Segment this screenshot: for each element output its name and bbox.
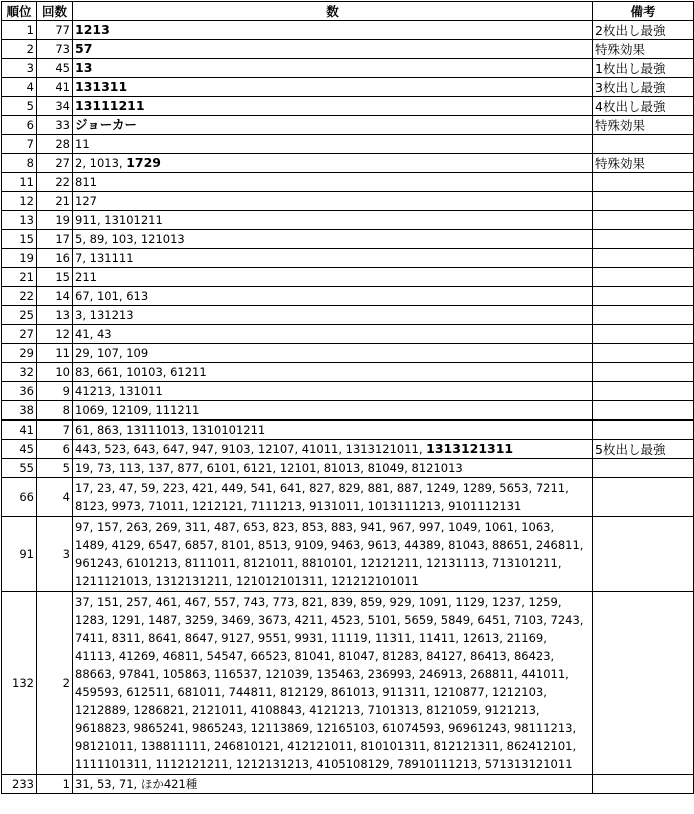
- table-row: [2, 40, 694, 59]
- numbers-text: 1069, 12109, 111211: [75, 403, 200, 417]
- note-cell: [593, 230, 694, 249]
- table-row: [2, 154, 694, 173]
- rank-cell: 36: [2, 382, 37, 401]
- count-cell: 41: [37, 78, 73, 97]
- table-row: [2, 78, 694, 97]
- numbers-cell: [73, 363, 593, 382]
- numbers-cell: [73, 21, 593, 40]
- rank-cell: 22: [2, 287, 37, 306]
- note-cell: [593, 192, 694, 211]
- numbers-cell: [73, 420, 593, 440]
- numbers-cell: [73, 78, 593, 97]
- table-row: [2, 230, 694, 249]
- count-cell: 1: [37, 775, 73, 794]
- note-cell: 5枚出し最強: [593, 440, 694, 459]
- numbers-text: 67, 101, 613: [75, 289, 149, 303]
- highlighted-number: 1313121311: [426, 441, 514, 456]
- numbers-cell: [73, 97, 593, 116]
- note-cell: [593, 173, 694, 192]
- numbers-text: 97, 157, 263, 269, 311, 487, 653, 823, 853, 883, 941, 967, 997, 1049, 1061, 1063, 1489, 4129, 6547, 6857, 8101, 8513, 9109, 9463, 9613, 44389, 81043, 88651, 246811, 961243, 6101213, 8111011, 8121011, 8810101, 12121211, 12131113, 713101211, 1211121013, 1312131211, 121012101311, 121212101011: [75, 520, 584, 588]
- table-row: [2, 459, 694, 478]
- table-row: [2, 97, 694, 116]
- count-cell: 22: [37, 173, 73, 192]
- numbers-cell: [73, 382, 593, 401]
- header-numbers: 数: [73, 2, 593, 21]
- numbers-cell: [73, 344, 593, 363]
- count-cell: 3: [37, 517, 73, 592]
- table-row: [2, 592, 694, 775]
- rank-cell: 6: [2, 116, 37, 135]
- rank-cell: 38: [2, 401, 37, 421]
- rank-cell: 1: [2, 21, 37, 40]
- table-row: [2, 344, 694, 363]
- note-cell: 特殊効果: [593, 40, 694, 59]
- table-row: [2, 211, 694, 230]
- count-cell: 9: [37, 382, 73, 401]
- rank-cell: 29: [2, 344, 37, 363]
- note-cell: [593, 592, 694, 775]
- numbers-cell: [73, 401, 593, 421]
- table-row: [2, 440, 694, 459]
- count-cell: 15: [37, 268, 73, 287]
- rank-cell: 66: [2, 478, 37, 517]
- count-cell: 16: [37, 249, 73, 268]
- note-cell: [593, 459, 694, 478]
- numbers-text: 2, 1013,: [75, 156, 127, 170]
- rank-cell: 4: [2, 78, 37, 97]
- rank-cell: 13: [2, 211, 37, 230]
- rank-cell: 91: [2, 517, 37, 592]
- highlighted-number: 1213: [75, 22, 110, 37]
- numbers-text: 41213, 131011: [75, 384, 163, 398]
- highlighted-number: 13: [75, 60, 93, 75]
- numbers-cell: [73, 459, 593, 478]
- table-row: [2, 116, 694, 135]
- note-cell: [593, 306, 694, 325]
- numbers-cell: [73, 135, 593, 154]
- numbers-cell: [73, 287, 593, 306]
- rank-cell: 19: [2, 249, 37, 268]
- table-row: [2, 382, 694, 401]
- note-cell: [593, 363, 694, 382]
- numbers-cell: [73, 440, 593, 459]
- numbers-text: 5, 89, 103, 121013: [75, 232, 185, 246]
- count-cell: 6: [37, 440, 73, 459]
- count-cell: 5: [37, 459, 73, 478]
- rank-cell: 21: [2, 268, 37, 287]
- note-cell: [593, 249, 694, 268]
- numbers-text: 443, 523, 643, 647, 947, 9103, 12107, 41011, 1313121011,: [75, 442, 427, 456]
- frequency-table: [1, 1, 694, 794]
- numbers-text: 61, 863, 13111013, 1310101211: [75, 423, 266, 437]
- numbers-cell: [73, 116, 593, 135]
- numbers-text: 31, 53, 71, ほか421種: [75, 777, 198, 791]
- count-cell: 28: [37, 135, 73, 154]
- rank-cell: 233: [2, 775, 37, 794]
- numbers-cell: [73, 775, 593, 794]
- rank-cell: 12: [2, 192, 37, 211]
- note-cell: [593, 517, 694, 592]
- numbers-cell: [73, 592, 593, 775]
- table-row: [2, 21, 694, 40]
- numbers-text: 19, 73, 113, 137, 877, 6101, 6121, 12101, 81013, 81049, 8121013: [75, 461, 463, 475]
- note-cell: [593, 775, 694, 794]
- numbers-text: 41, 43: [75, 327, 112, 341]
- count-cell: 13: [37, 306, 73, 325]
- note-cell: 2枚出し最強: [593, 21, 694, 40]
- numbers-text: 211: [75, 270, 97, 284]
- table-row: [2, 192, 694, 211]
- rank-cell: 15: [2, 230, 37, 249]
- note-cell: [593, 420, 694, 440]
- highlighted-number: 131311: [75, 79, 128, 94]
- header-rank: 順位: [2, 2, 37, 21]
- numbers-cell: [73, 154, 593, 173]
- table-row: [2, 401, 694, 421]
- numbers-cell: [73, 173, 593, 192]
- numbers-text: 17, 23, 47, 59, 223, 421, 449, 541, 641, 827, 829, 881, 887, 1249, 1289, 5653, 7211, 8123, 9973, 71011, 1212121, 7111213, 9131011, 1013111213, 9101112131: [75, 481, 569, 513]
- rank-cell: 41: [2, 420, 37, 440]
- count-cell: 11: [37, 344, 73, 363]
- rank-cell: 8: [2, 154, 37, 173]
- count-cell: 17: [37, 230, 73, 249]
- count-cell: 33: [37, 116, 73, 135]
- numbers-text: 911, 13101211: [75, 213, 163, 227]
- count-cell: 8: [37, 401, 73, 421]
- highlighted-number: 13111211: [75, 98, 145, 113]
- numbers-cell: [73, 306, 593, 325]
- note-cell: [593, 478, 694, 517]
- numbers-text: 7, 131111: [75, 251, 134, 265]
- count-cell: 19: [37, 211, 73, 230]
- numbers-text: 11: [75, 137, 90, 151]
- rank-cell: 45: [2, 440, 37, 459]
- count-cell: 4: [37, 478, 73, 517]
- numbers-text: 127: [75, 194, 97, 208]
- note-cell: 特殊効果: [593, 154, 694, 173]
- note-cell: 3枚出し最強: [593, 78, 694, 97]
- rank-cell: 25: [2, 306, 37, 325]
- count-cell: 34: [37, 97, 73, 116]
- rank-cell: 5: [2, 97, 37, 116]
- rank-cell: 7: [2, 135, 37, 154]
- table-row: [2, 363, 694, 382]
- note-cell: [593, 268, 694, 287]
- numbers-text: 37, 151, 257, 461, 467, 557, 743, 773, 821, 839, 859, 929, 1091, 1129, 1237, 1259, 1283, 1291, 1487, 3259, 3469, 3673, 4211, 4523, 5101, 5659, 5849, 6451, 7103, 7243, 7411, 8311, 8641, 8647, 9127, 9551, 9931, 11119, 11311, 11411, 12613, 21169, 41113, 41269, 46811, 54547, 66523, 81041, 81047, 81283, 84127, 86413, 86423, 88663, 97841, 105863, 116537, 121039, 135463, 236993, 246913, 268811, 441011, 459593, 612511, 681011, 744811, 812129, 861013, 911311, 1210877, 1212103, 1212889, 1286821, 2121011, 4108843, 4121213, 7101313, 8121059, 9121213, 9618823, 9865241, 9865243, 12113869, 12165103, 61074593, 96961243, 98111213, 98121011, 138811111, 246810121, 412121011, 810101311, 812121311, 862412101, 1111101311, 1112121211, 1212131213, 4105108129, 78910111213, 571313121011: [75, 595, 584, 771]
- highlighted-number: 57: [75, 41, 93, 56]
- count-cell: 21: [37, 192, 73, 211]
- numbers-text: 811: [75, 175, 97, 189]
- numbers-cell: [73, 249, 593, 268]
- rank-cell: 132: [2, 592, 37, 775]
- header-notes: 備考: [593, 2, 694, 21]
- rank-cell: 2: [2, 40, 37, 59]
- numbers-text: 29, 107, 109: [75, 346, 149, 360]
- numbers-cell: [73, 59, 593, 78]
- note-cell: [593, 401, 694, 421]
- note-cell: [593, 344, 694, 363]
- table-row: [2, 517, 694, 592]
- count-cell: 77: [37, 21, 73, 40]
- table-row: [2, 268, 694, 287]
- numbers-cell: [73, 268, 593, 287]
- table-row: [2, 325, 694, 344]
- rank-cell: 11: [2, 173, 37, 192]
- note-cell: [593, 325, 694, 344]
- rank-cell: 3: [2, 59, 37, 78]
- numbers-text: 83, 661, 10103, 61211: [75, 365, 207, 379]
- header-count: 回数: [37, 2, 73, 21]
- note-cell: [593, 382, 694, 401]
- count-cell: 2: [37, 592, 73, 775]
- rank-cell: 55: [2, 459, 37, 478]
- count-cell: 73: [37, 40, 73, 59]
- table-row: [2, 173, 694, 192]
- numbers-cell: [73, 192, 593, 211]
- table-row: [2, 249, 694, 268]
- note-cell: [593, 135, 694, 154]
- numbers-cell: [73, 230, 593, 249]
- numbers-cell: [73, 40, 593, 59]
- table-row: [2, 287, 694, 306]
- numbers-cell: [73, 211, 593, 230]
- table-row: [2, 59, 694, 78]
- note-cell: [593, 287, 694, 306]
- table-body: [2, 21, 694, 794]
- rank-cell: 32: [2, 363, 37, 382]
- numbers-cell: [73, 478, 593, 517]
- table-row: [2, 420, 694, 440]
- rank-cell: 27: [2, 325, 37, 344]
- numbers-cell: [73, 325, 593, 344]
- count-cell: 45: [37, 59, 73, 78]
- table-row: [2, 135, 694, 154]
- highlighted-number: ジョーカー: [75, 117, 138, 132]
- table-row: [2, 775, 694, 794]
- numbers-text: 3, 131213: [75, 308, 134, 322]
- count-cell: 27: [37, 154, 73, 173]
- table-row: [2, 478, 694, 517]
- header-row: [2, 2, 694, 21]
- note-cell: [593, 211, 694, 230]
- numbers-cell: [73, 517, 593, 592]
- highlighted-number: 1729: [126, 155, 162, 170]
- count-cell: 7: [37, 420, 73, 440]
- note-cell: 1枚出し最強: [593, 59, 694, 78]
- table-row: [2, 306, 694, 325]
- note-cell: 特殊効果: [593, 116, 694, 135]
- note-cell: 4枚出し最強: [593, 97, 694, 116]
- count-cell: 10: [37, 363, 73, 382]
- count-cell: 14: [37, 287, 73, 306]
- count-cell: 12: [37, 325, 73, 344]
